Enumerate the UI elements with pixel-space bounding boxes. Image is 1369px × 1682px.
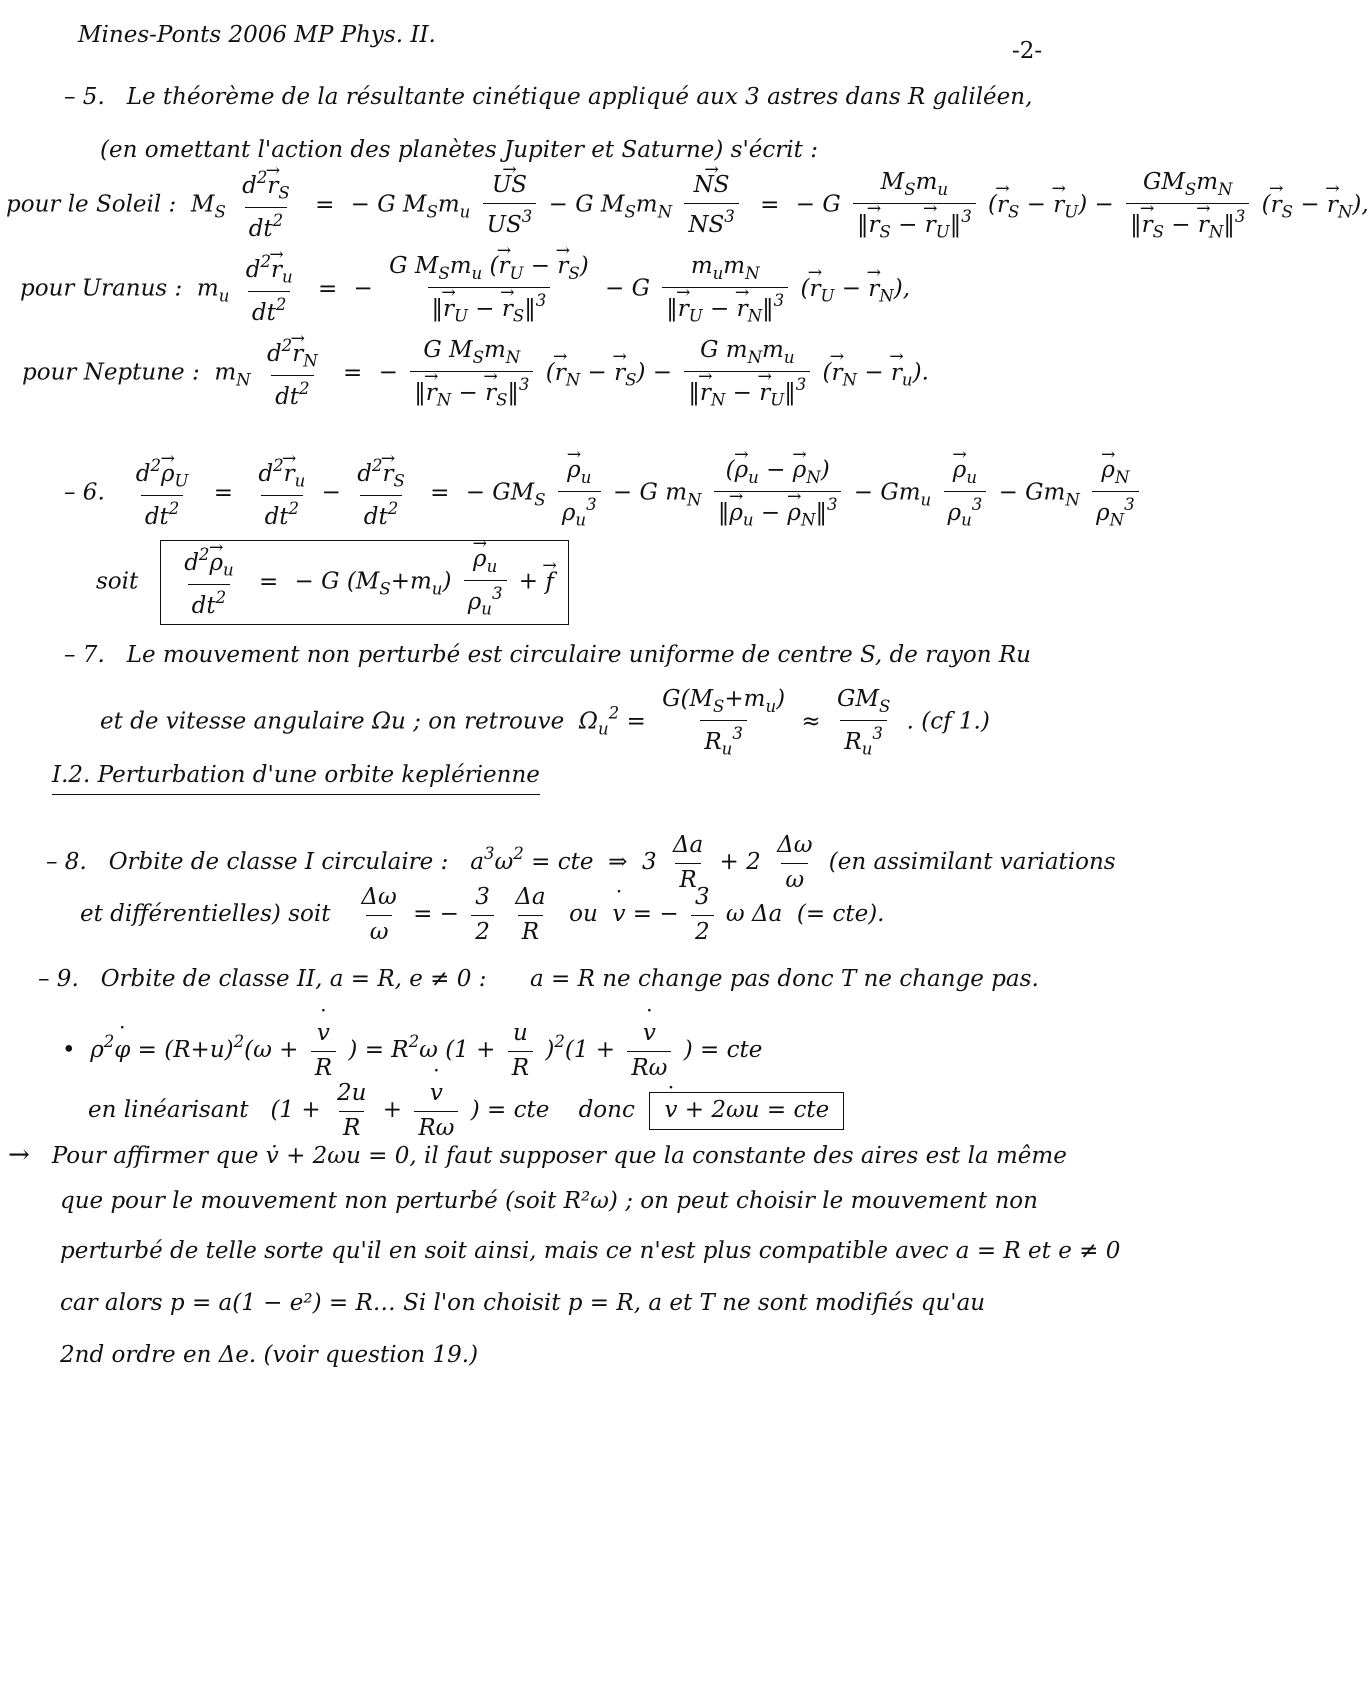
q8-cte: (= cte). — [796, 901, 885, 928]
remark-line-4: car alors p = a(1 − e²) = R… Si l'on choisit p = R, a et T ne sont modifiés qu'au — [60, 1290, 986, 1316]
q8-number: – 8. — [46, 849, 87, 876]
remark-line-3: perturbé de telle sorte qu'il en soit ainsi, mais ce n'est plus compatible avec a = R et e ≠ 0 — [60, 1238, 1121, 1264]
equation-uranus: pour Uranus : $m_u$ $\frac{d^2\to r_u}{dt^2}$ = − $\frac{G M_Sm_u (\to r_U - \to r_S)}{‖\to r_U - \to r_S‖^3}$ − G $\frac{m_um_N}{‖\to r_U - \to r_N‖^3}$ (→ $r_U$ − → $r_N$), — [20, 252, 910, 327]
q7-number: – 7. — [64, 642, 105, 668]
q7-line1: Le mouvement non perturbé est circulaire uniforme de centre S, de rayon Ru — [126, 642, 1031, 668]
q9-label: Orbite de classe II, a = R, e ≠ 0 : — [100, 966, 487, 992]
q9-donc: donc — [578, 1097, 635, 1124]
q8-ou: ou — [569, 901, 598, 928]
soleil-label: pour le Soleil : — [6, 191, 177, 218]
remark-line-1 — [8, 1140, 1067, 1171]
remark-line-5: 2nd ordre en Δe. (voir question 19.) — [60, 1342, 479, 1368]
q8-label: Orbite de classe I circulaire : — [108, 849, 449, 876]
q9-statement: a = R ne change pas donc T ne change pas. — [530, 966, 1039, 992]
q9-number: – 9. — [38, 966, 79, 992]
q5-intro-line2: (en omettant l'action des planètes Jupiter et Saturne) s'écrit : — [100, 137, 818, 163]
q8-line2: et différentielles) soit $\frac{\Delta\omega}{\omega}$ = − $\frac{3}{2}$ $\frac{\Delta a}{R}$ ou ˙ v = − $\frac{3}{2}$ ω Δa (= cte). — [80, 884, 884, 946]
q5-intro: Le théorème de la résultante cinétique appliqué aux 3 astres dans R galiléen, — [126, 84, 1033, 110]
q6-soit: soit — [96, 568, 139, 595]
q9-text — [38, 966, 486, 994]
q7-line2: et de vitesse angulaire Ωu ; on retrouve — [100, 708, 565, 735]
uranus-label: pour Uranus : — [20, 275, 183, 302]
q8-line2-start: et différentielles) soit — [80, 901, 331, 928]
arrow-icon: → — [8, 1140, 30, 1170]
equation-q6-result — [96, 540, 569, 625]
equation-q6: – 6. $\frac{d^2\to \rho_U}{dt^2}$ = $\frac{d^2\to r_u}{dt^2}$ − $\frac{d^2\to r_S}{dt^2}$ = − $GM_S$ → $\frac{\rho_u}{\rho_u^3}$ − G $m_N$ $\frac{(\to \rho_u - \to \rho_N)}{‖\to \rho_u - \to \rho_N‖^3}$ − $Gm_u$ → $\frac{\rho_u}{\rho_u^3}$ − $Gm_N$ → $\frac{\rho_N}{\rho_N^3}$ — [64, 456, 1144, 531]
section-heading: I.2. Perturbation d'une orbite keplérienne — [52, 762, 540, 795]
q8-note: (en assimilant variations — [828, 849, 1116, 876]
q5-text — [64, 84, 1032, 112]
q7-line2-row: et de vitesse angulaire Ωu ; on retrouve $\Omega_u^2$ = $\frac{G(M_S+m_u)}{R_u^3}$ ≈ $\frac{GM_S}{R_u^3}$ . (cf 1.) — [100, 686, 990, 759]
q9-areal-equation: • $\rho^2˙$ $\varphi = (R+u)^2(\omega$ + ˙ $\frac{v}{R}$ ) = $R^2\omega$ (1 + $\frac{u}{R}$ )$^2$(1 + ˙ $\frac{v}{R\omega}$ ) = cte — [62, 1020, 762, 1082]
remark-line-2: que pour le mouvement non perturbé (soit R²ω) ; on peut choisir le mouvement non — [60, 1188, 1038, 1214]
q7-ref: (cf 1.) — [921, 708, 990, 735]
remark-text-1: Pour affirmer que v̇ + 2ωu = 0, il faut supposer que la constante des aires est la même — [51, 1143, 1067, 1169]
boxed-result-q6: $\frac{d^2\to \rho_u}{dt^2}$ = − G $(M_S+m_u)$ → $\frac{\rho_u}{\rho_u^3}$ + → f — [160, 540, 569, 625]
document-title: Mines-Ponts 2006 MP Phys. II. — [78, 22, 436, 48]
q8-text: – 8. Orbite de classe I circulaire : $a^3\omega^2$ = cte ⇒ 3 $\frac{\Delta a}{R}$ + 2 $\frac{\Delta\omega}{\omega}$ (en assimilant variations — [46, 832, 1116, 893]
q7-text — [64, 642, 1031, 670]
q9-linearised-equation: en linéarisant (1 + $\frac{2u}{R}$ + ˙ $\frac{v}{R\omega}$ ) = cte donc ˙ v + 2ωu = cte — [88, 1080, 844, 1142]
neptune-label: pour Neptune : — [22, 359, 200, 386]
equation-soleil: pour le Soleil : $M_S$ $\frac{d^2\to r_S}{dt^2}$ = − G $M_Sm_u$ → $\frac{US}{US^3}$ − G $M_Sm_N$ → $\frac{NS}{NS^3}$ = − G $\frac{M_Sm_u}{‖\to r_S - \to r_U‖^3}$ (→ $r_S$ − → $r_U$) − $\frac{GM_Sm_N}{‖\to r_S - \to r_N‖^3}$ (→ $r_S$ − → $r_N$), — [6, 168, 1369, 243]
q6-number: – 6. — [64, 479, 105, 506]
equation-neptune: pour Neptune : $m_N$ $\frac{d^2\to r_N}{dt^2}$ = − $\frac{G M_Sm_N}{‖\to r_N - \to r_S‖^3}$ (→ $r_N$ − → $r_S$) − $\frac{G m_Nm_u}{‖\to r_N - \to r_U‖^3}$ (→ $r_N$ − → $r_u$). — [22, 336, 929, 411]
q9-linearisant: en linéarisant — [88, 1097, 249, 1124]
page-number: -2- — [1012, 38, 1043, 64]
q5-number: – 5. — [64, 84, 105, 110]
boxed-result-q9: ˙ v + 2ωu = cte — [649, 1092, 844, 1130]
